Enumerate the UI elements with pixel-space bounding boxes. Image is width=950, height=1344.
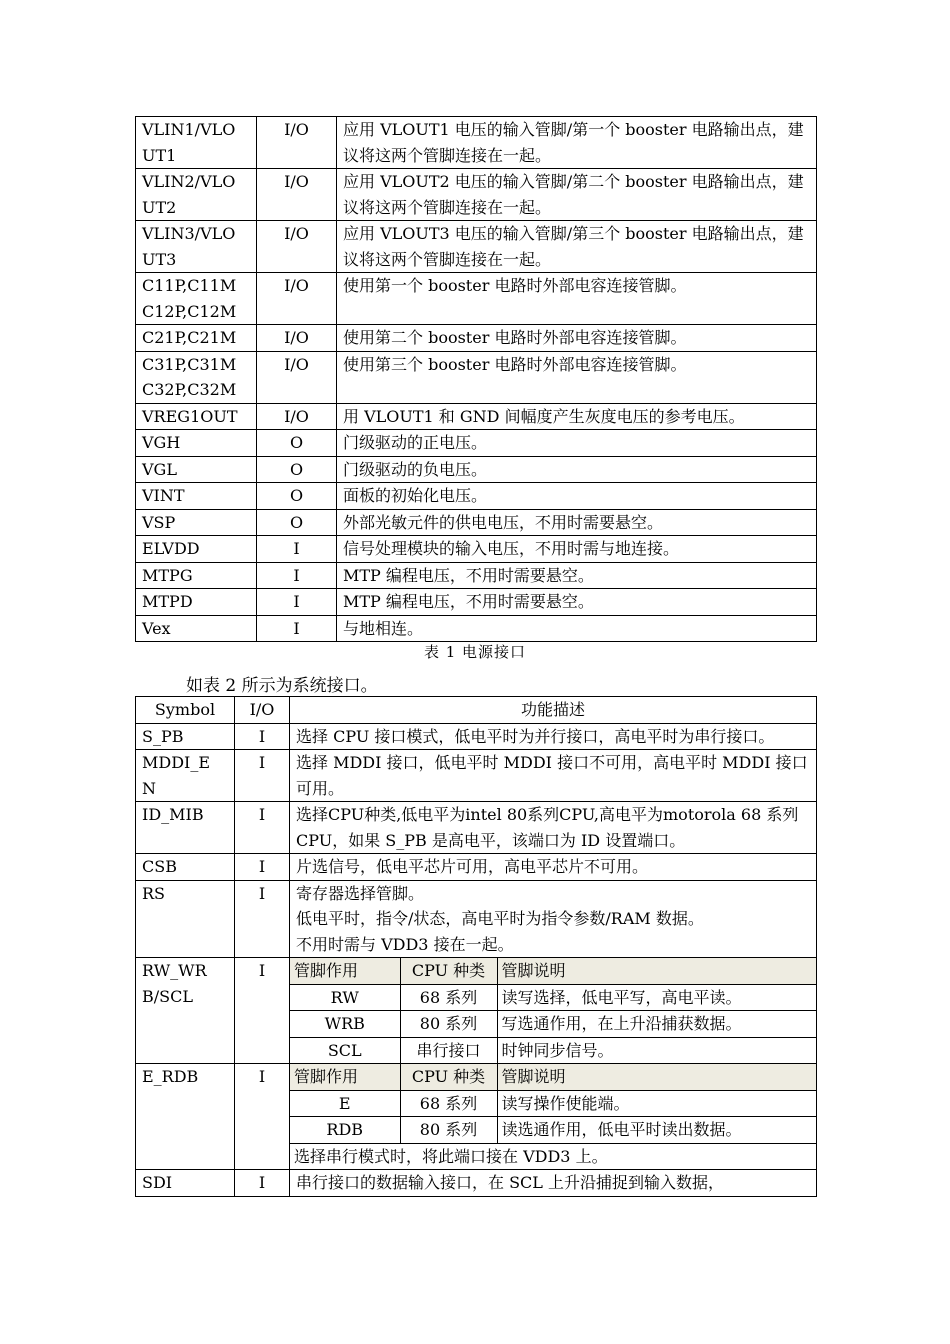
table-row <box>136 1170 817 1197</box>
pin-symbol: S_PB <box>136 723 235 750</box>
subtable-row <box>290 1117 816 1144</box>
table-row <box>136 325 817 352</box>
pin-description: 使用第二个 booster 电路时外部电容连接管脚。 <box>337 325 817 352</box>
pin-description: 面板的初始化电压。 <box>337 483 817 510</box>
col-header-io: I/O <box>235 697 290 724</box>
pin-io: I/O <box>257 169 337 221</box>
pin-description: 寄存器选择管脚。 低电平时，指令/状态，高电平时为指令参数/RAM 数据。 不用时需与 VDD3 接在一起。 <box>290 880 817 958</box>
table-row <box>136 169 817 221</box>
pin-symbol: C31P,C31M C32P,C32M <box>136 351 257 403</box>
subtable-cell: WRB <box>290 1011 400 1038</box>
subtable-note: 选择串行模式时，将此端口接在 VDD3 上。 <box>294 1146 608 1166</box>
pin-io: I <box>235 750 290 802</box>
pin-description: 应用 VLOUT2 电压的输入管脚/第二个 booster 电路输出点，建议将这两个管脚连接在一起。 <box>337 169 817 221</box>
col-header-desc: 功能描述 <box>290 697 817 724</box>
subtable-header-cell: 管脚说明 <box>497 1064 816 1090</box>
table-row <box>136 589 817 616</box>
pin-description: 应用 VLOUT1 电压的输入管脚/第一个 booster 电路输出点，建议将这两个管脚连接在一起。 <box>337 117 817 169</box>
pin-description: 用 VLOUT1 和 GND 间幅度产生灰度电压的参考电压。 <box>337 403 817 430</box>
table-row <box>136 273 817 325</box>
subtable-cell: 时钟同步信号。 <box>501 1040 614 1060</box>
pin-description: 选择 CPU 接口模式，低电平时为并行接口，高电平时为串行接口。 <box>290 723 817 750</box>
subtable-cell: RDB <box>290 1117 400 1144</box>
table-row <box>136 351 817 403</box>
pin-description: 串行接口的数据输入接口，在 SCL 上升沿捕捉到输入数据， <box>290 1170 817 1197</box>
subtable-header-cell: 管脚作用 <box>290 1064 400 1090</box>
subtable-cell: SCL <box>290 1037 400 1063</box>
subtable-header-cell: 管脚说明 <box>497 958 816 984</box>
system-interface-table-body <box>136 723 817 1196</box>
pin-symbol: C21P,C21M <box>136 325 257 352</box>
subtable-row <box>290 1037 816 1063</box>
subtable-cell: 80 系列 <box>400 1117 497 1144</box>
pin-io: O <box>257 456 337 483</box>
subtable-cell: 读写选择，低电平写，高电平读。 <box>497 984 816 1011</box>
subtable-header-cell: CPU 种类 <box>400 1064 497 1090</box>
table-row <box>136 456 817 483</box>
table-row <box>136 536 817 563</box>
table-row <box>136 723 817 750</box>
table-row <box>136 509 817 536</box>
pin-description: 与地相连。 <box>337 615 817 642</box>
pin-symbol: ID_MIB <box>136 802 235 854</box>
table-row <box>136 880 817 958</box>
pin-function-subtable <box>290 958 816 1063</box>
pin-symbol: Vex <box>136 615 257 642</box>
pin-description: 使用第一个 booster 电路时外部电容连接管脚。 <box>337 273 817 325</box>
table-row <box>136 483 817 510</box>
pin-io: I <box>235 880 290 958</box>
pin-io: I/O <box>257 117 337 169</box>
system-interface-table <box>135 696 817 1197</box>
table-row <box>136 562 817 589</box>
intro-paragraph: 如表 2 所示为系统接口。 <box>186 676 378 696</box>
pin-symbol: MDDI_E N <box>136 750 235 802</box>
pin-io: O <box>257 483 337 510</box>
subtable-cell: 68 系列 <box>400 984 497 1011</box>
pin-symbol: E_RDB <box>136 1064 235 1170</box>
table-row <box>136 615 817 642</box>
subtable-cell: RW <box>290 984 400 1011</box>
table-row <box>136 854 817 881</box>
pin-io: I/O <box>257 273 337 325</box>
pin-io: I <box>257 615 337 642</box>
pin-description: 门级驱动的正电压。 <box>337 430 817 457</box>
power-interface-table <box>135 116 817 642</box>
table-row <box>136 430 817 457</box>
subtable-note-row <box>290 1143 816 1169</box>
table-row <box>136 221 817 273</box>
subtable-header-row <box>290 1064 816 1090</box>
pin-io: I <box>235 1064 290 1170</box>
table-row <box>136 750 817 802</box>
pin-io: O <box>257 430 337 457</box>
pin-symbol: RW_WR B/SCL <box>136 958 235 1064</box>
pin-symbol: VLIN3/VLO UT3 <box>136 221 257 273</box>
pin-description: 应用 VLOUT3 电压的输入管脚/第三个 booster 电路输出点，建议将这两个管脚连接在一起。 <box>337 221 817 273</box>
subtable-cell: 写选通作用，在上升沿捕获数据。 <box>497 1011 816 1038</box>
power-interface-table-body <box>136 117 817 642</box>
subtable-row <box>290 1090 816 1117</box>
subtable-cell: E <box>290 1090 400 1117</box>
pin-description: 选择CPU种类,低电平为intel 80系列CPU,高电平为motorola 68 系列 CPU，如果 S_PB 是高电平，该端口为 ID 设置端口。 <box>290 802 817 854</box>
pin-io: I/O <box>257 403 337 430</box>
pin-description: 外部光敏元件的供电电压，不用时需要悬空。 <box>337 509 817 536</box>
pin-io: I <box>235 1170 290 1197</box>
pin-symbol: VLIN2/VLO UT2 <box>136 169 257 221</box>
pin-symbol: RS <box>136 880 235 958</box>
subtable-cell: 80 系列 <box>400 1011 497 1038</box>
pin-description: 片选信号，低电平芯片可用，高电平芯片不可用。 <box>290 854 817 881</box>
pin-io: I <box>235 958 290 1064</box>
pin-description: 选择 MDDI 接口，低电平时 MDDI 接口不可用，高电平时 MDDI 接口可用。 <box>290 750 817 802</box>
subtable-cell: 68 系列 <box>400 1090 497 1117</box>
pin-symbol: VGL <box>136 456 257 483</box>
pin-io: O <box>257 509 337 536</box>
pin-io: I <box>257 589 337 616</box>
pin-description: 使用第三个 booster 电路时外部电容连接管脚。 <box>337 351 817 403</box>
pin-symbol: C11P,C11M C12P,C12M <box>136 273 257 325</box>
pin-symbol: CSB <box>136 854 235 881</box>
subtable-header-row <box>290 958 816 984</box>
table-row <box>136 403 817 430</box>
subtable-row <box>290 984 816 1011</box>
pin-io: I/O <box>257 221 337 273</box>
pin-symbol: VSP <box>136 509 257 536</box>
pin-symbol: VINT <box>136 483 257 510</box>
table1-caption: 表 1 电源接口 <box>423 643 527 661</box>
pin-io: I <box>235 723 290 750</box>
table-row <box>136 117 817 169</box>
pin-description: MTP 编程电压，不用时需要悬空。 <box>337 589 817 616</box>
pin-symbol: ELVDD <box>136 536 257 563</box>
pin-symbol: SDI <box>136 1170 235 1197</box>
pin-io: I <box>235 802 290 854</box>
col-header-symbol: Symbol <box>136 697 235 724</box>
pin-function-subtable <box>290 1064 816 1169</box>
table-row-rwwr <box>136 958 817 1064</box>
table-row-erdb <box>136 1064 817 1170</box>
pin-description: 信号处理模块的输入电压，不用时需与地连接。 <box>337 536 817 563</box>
pin-io: I/O <box>257 325 337 352</box>
pin-description: 门级驱动的负电压。 <box>337 456 817 483</box>
pin-function-subtable-cell <box>290 1064 817 1170</box>
pin-function-subtable-cell <box>290 958 817 1064</box>
pin-io: I <box>257 562 337 589</box>
pin-symbol: MTPG <box>136 562 257 589</box>
table-row <box>136 802 817 854</box>
subtable-cell: 串行接口 <box>400 1037 497 1063</box>
pin-symbol: VREG1OUT <box>136 403 257 430</box>
subtable-header-cell: 管脚作用 <box>290 958 400 984</box>
subtable-row <box>290 1011 816 1038</box>
pin-symbol: VLIN1/VLO UT1 <box>136 117 257 169</box>
pin-symbol: MTPD <box>136 589 257 616</box>
pin-io: I <box>235 854 290 881</box>
pin-symbol: VGH <box>136 430 257 457</box>
subtable-cell: 读选通作用，低电平时读出数据。 <box>497 1117 816 1144</box>
subtable-header-cell: CPU 种类 <box>400 958 497 984</box>
subtable-cell: 读写操作使能端。 <box>497 1090 816 1117</box>
pin-io: I <box>257 536 337 563</box>
table-header-row <box>136 697 817 724</box>
pin-description: MTP 编程电压，不用时需要悬空。 <box>337 562 817 589</box>
pin-io: I/O <box>257 351 337 403</box>
